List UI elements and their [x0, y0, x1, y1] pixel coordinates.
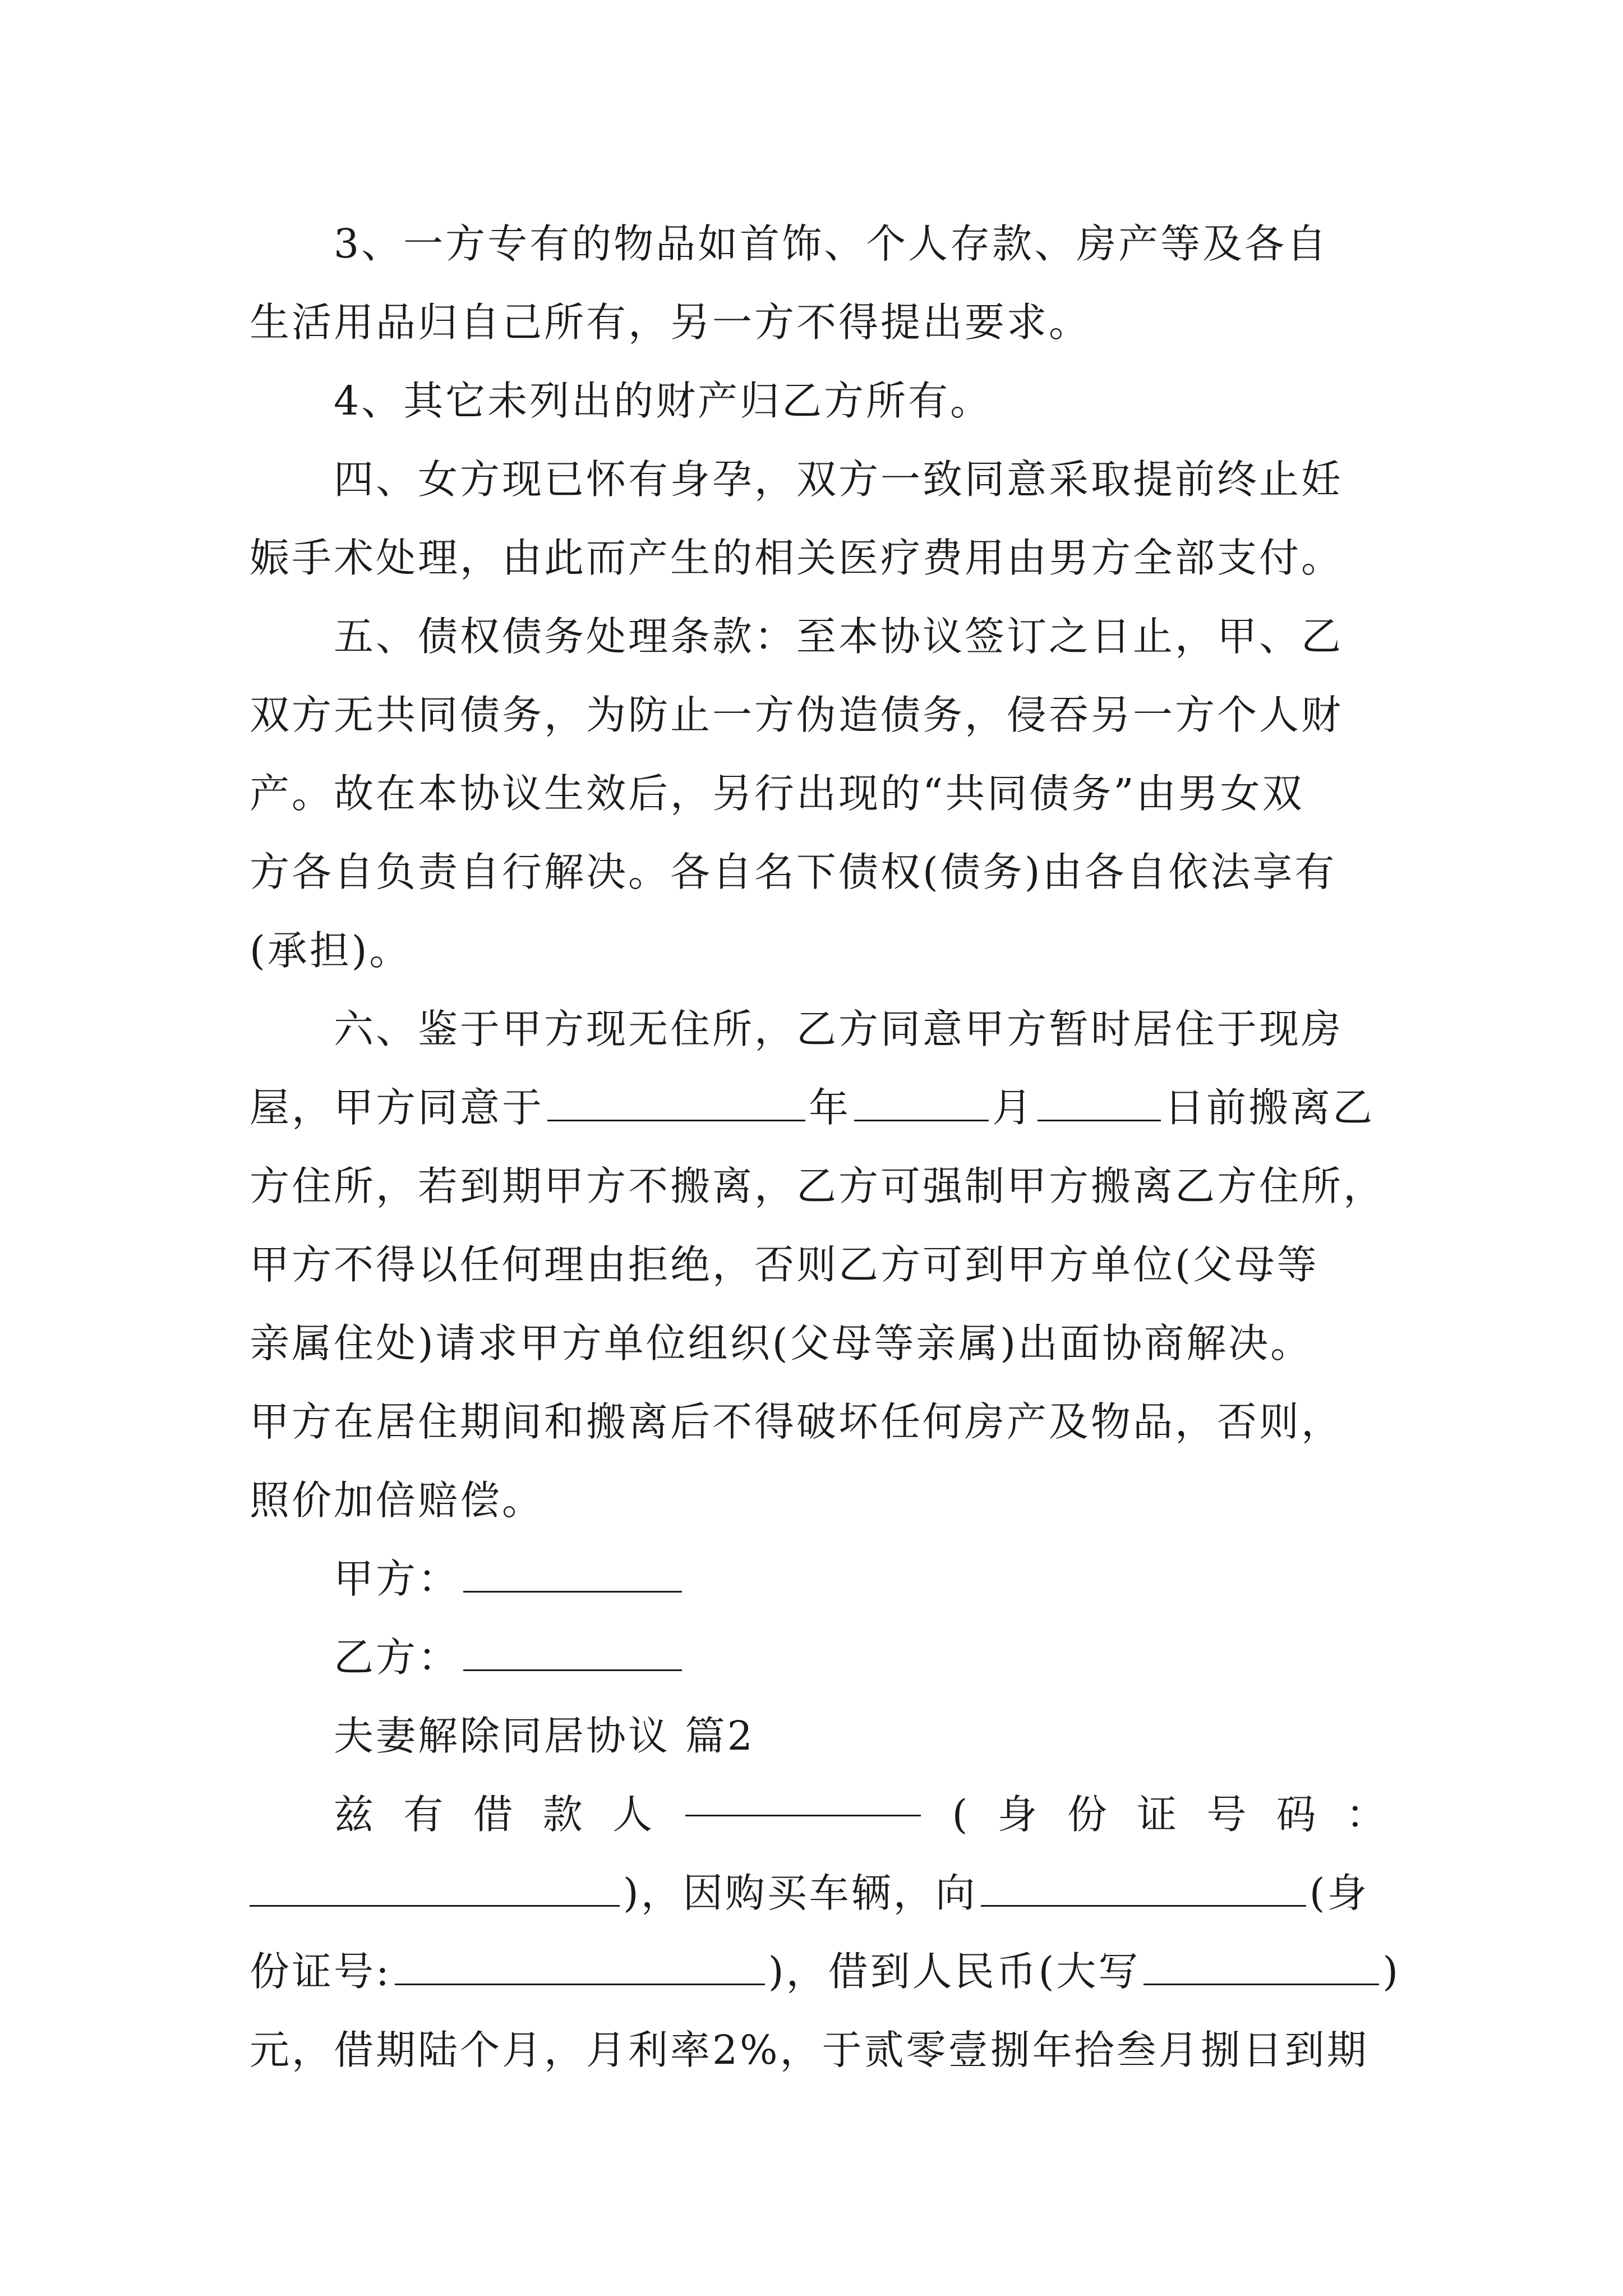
text-segment: )，借到人民币(大写	[768, 1948, 1141, 1995]
section-title: 夫妻解除同居协议 篇2	[334, 1713, 755, 1759]
char: 证	[1137, 1791, 1179, 1838]
fill-blank-lender	[981, 1866, 1306, 1907]
text-line: 六、鉴于甲方现无住所，乙方同意甲方暂时居住于现房	[334, 1006, 1344, 1052]
fill-blank-borrower	[685, 1775, 921, 1816]
signature-label: 甲方：	[334, 1556, 460, 1602]
text-line: 元，借期陆个月，月利率2%，于贰零壹捌年拾叁月捌日到期	[250, 2027, 1369, 2073]
char: 身	[997, 1791, 1040, 1838]
text-segment: 月	[992, 1084, 1035, 1131]
signature-line-party-b	[334, 1618, 1388, 1697]
text-line-with-blanks	[250, 1854, 1388, 1932]
char: 人	[612, 1791, 655, 1838]
char: 款	[542, 1791, 585, 1838]
text-line: 五、债权债务处理条款：至本协议签订之日止，甲、乙	[334, 613, 1344, 660]
text-line: 生活用品归自己所有，另一方不得提出要求。	[250, 299, 1091, 346]
text-segment: )	[1382, 1948, 1401, 1995]
fill-blank-month	[854, 1080, 989, 1121]
signature-blank	[463, 1552, 682, 1593]
signature-line-party-a	[334, 1540, 1388, 1618]
text-segment: )，因购买车辆，向	[623, 1870, 978, 1916]
text-segment: 年	[809, 1084, 851, 1131]
text-line: 照价加倍赔偿。	[250, 1477, 545, 1524]
text-line: 方住所，若到期甲方不搬离，乙方可强制甲方搬离乙方住所，	[250, 1163, 1386, 1209]
signature-label: 乙方：	[334, 1634, 460, 1681]
text-line: 双方无共同债务，为防止一方伪造债务，侵吞另一方个人财	[250, 692, 1344, 738]
text-line: (承担)。	[250, 927, 412, 974]
text-line: 方各自负责自行解决。各自名下债权(债务)由各自依法享有	[250, 849, 1337, 895]
text-line-with-blanks	[250, 1069, 1388, 1147]
text-line: 亲属住处)请求甲方单位组织(父母等亲属)出面协商解决。	[250, 1320, 1313, 1366]
text-line-spaced	[334, 1775, 1388, 1854]
fill-blank-year	[547, 1080, 805, 1121]
char: 兹	[334, 1791, 376, 1838]
text-line: 产。故在本协议生效后，另行出现的“共同债务”由男女双	[250, 770, 1304, 817]
text-line-with-blanks	[250, 1932, 1401, 2011]
text-line: 甲方不得以任何理由拒绝，否则乙方可到甲方单位(父母等	[250, 1241, 1319, 1288]
char: 有	[403, 1791, 446, 1838]
char: (	[952, 1791, 970, 1838]
text-segment: 份证号:	[250, 1948, 391, 1995]
text-line: 四、女方现已怀有身孕，双方一致同意采取提前终止妊	[334, 456, 1344, 503]
char: 码	[1276, 1791, 1318, 1838]
fill-blank-id-number	[250, 1866, 620, 1907]
text-segment: 屋，甲方同意于	[250, 1084, 545, 1131]
fill-blank-lender-id	[395, 1944, 765, 1985]
text-line: 3、一方专有的物品如首饰、个人存款、房产等及各自	[334, 220, 1329, 267]
text-line: 甲方在居住期间和搬离后不得破坏任何房产及物品，否则，	[250, 1398, 1344, 1445]
text-segment: (身	[1309, 1870, 1370, 1916]
fill-blank-day	[1038, 1080, 1161, 1121]
fill-blank-amount	[1144, 1944, 1379, 1985]
char: 借	[473, 1791, 515, 1838]
text-line: 4、其它未列出的财产归乙方所有。	[334, 378, 993, 424]
char: 号	[1206, 1791, 1249, 1838]
text-segment: 日前搬离乙	[1164, 1084, 1375, 1131]
text-line: 娠手术处理，由此而产生的相关医疗费用由男方全部支付。	[250, 535, 1344, 581]
char: ：	[1345, 1791, 1388, 1838]
signature-blank	[463, 1630, 682, 1671]
char: 份	[1067, 1791, 1109, 1838]
